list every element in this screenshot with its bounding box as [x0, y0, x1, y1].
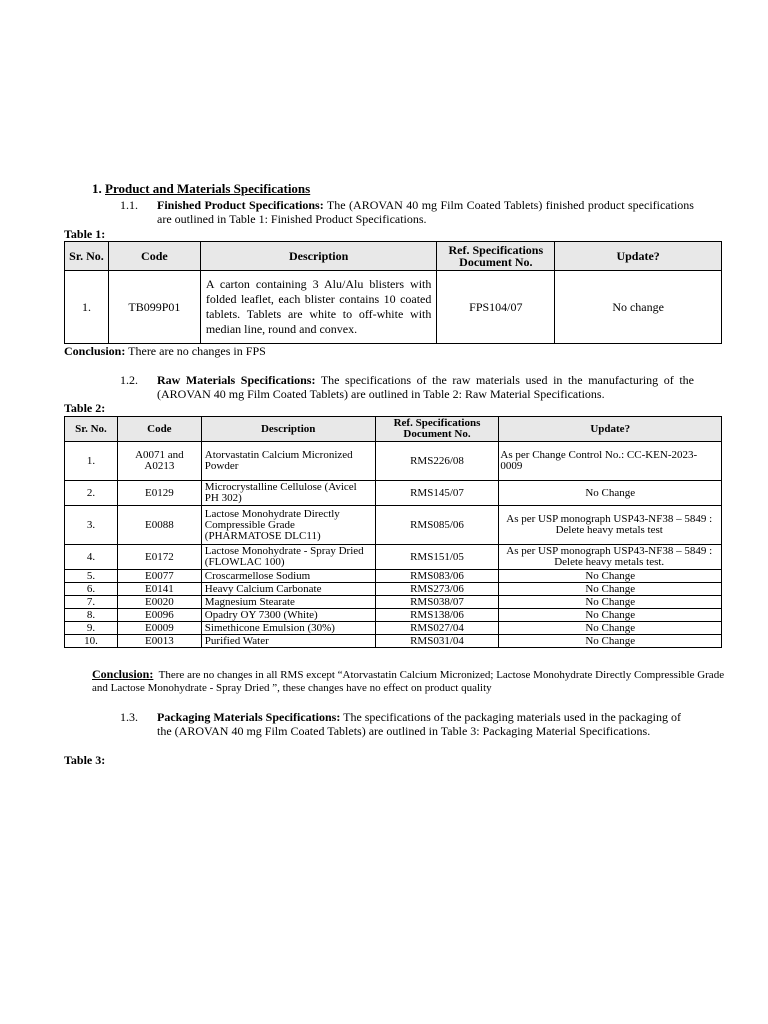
table2-cell-sr: 5. — [65, 570, 118, 583]
table2-cell-update: As per USP monograph USP43-NF38 – 5849 : Delete heavy metals test — [499, 506, 722, 545]
section-title: Product and Materials Specifications — [105, 181, 311, 196]
table1-header-code: Code — [108, 242, 200, 271]
table2-cell-code: E0141 — [117, 583, 201, 596]
table2-cell-description: Simethicone Emulsion (30%) — [201, 622, 375, 635]
table2-cell-ref: RMS226/08 — [375, 442, 499, 481]
raw-materials-table — [64, 416, 722, 648]
table2-cell-ref: RMS145/07 — [375, 481, 499, 506]
subsection-1-1-text: The (AROVAN 40 mg Film Coated Tablets) finished product specifications are outlined in Table 1: Finished Product Specifications. — [157, 198, 694, 226]
table1-cell-code: TB099P01 — [108, 271, 200, 344]
table2-cell-ref: RMS083/06 — [375, 570, 499, 583]
subsection-1-3-paragraph — [157, 710, 694, 738]
table2-cell-code: E0096 — [117, 609, 201, 622]
table2-cell-code: E0077 — [117, 570, 201, 583]
table2-conclusion — [92, 668, 732, 695]
table2-cell-update: As per Change Control No.: CC-KEN-2023-0009 — [499, 442, 722, 481]
finished-product-table — [64, 241, 722, 344]
table2-cell-description: Heavy Calcium Carbonate — [201, 583, 375, 596]
table2-cell-sr: 7. — [65, 596, 118, 609]
table2-cell-ref: RMS273/06 — [375, 583, 499, 596]
subsection-1-1-paragraph — [157, 198, 694, 226]
table1-cell-description: A carton containing 3 Alu/Alu blisters with folded leaflet, each blister contains 10 coated tablets. Tablets are white to off-white with median line, round and convex. — [200, 271, 437, 344]
table2-cell-description: Purified Water — [201, 635, 375, 648]
table2-cell-ref: RMS085/06 — [375, 506, 499, 545]
table-row — [65, 570, 722, 583]
table2-cell-description: Atorvastatin Calcium Micronized Powder — [201, 442, 375, 481]
table1-header-sr: Sr. No. — [65, 242, 109, 271]
table-row — [65, 596, 722, 609]
table-row — [65, 635, 722, 648]
table2-header-code: Code — [117, 417, 201, 442]
table2-cell-sr: 6. — [65, 583, 118, 596]
table1-label: Table 1: — [64, 227, 106, 241]
table2-cell-code: E0088 — [117, 506, 201, 545]
table2-header-sr: Sr. No. — [65, 417, 118, 442]
table2-header-row — [65, 417, 722, 442]
table2-header-ref: Ref. Specifications Document No. — [375, 417, 499, 442]
table2-cell-update: No Change — [499, 622, 722, 635]
section-number: 1. — [92, 181, 102, 196]
table2-cell-code: E0129 — [117, 481, 201, 506]
subsection-1-1-number: 1.1. — [120, 198, 138, 212]
subsection-1-2-label: Raw Materials Specifications: — [157, 373, 316, 387]
table2-cell-update: No Change — [499, 635, 722, 648]
section-heading — [92, 181, 310, 197]
table2-cell-description: Croscarmellose Sodium — [201, 570, 375, 583]
table2-conclusion-label: Conclusion: — [92, 667, 154, 681]
table1-cell-ref: FPS104/07 — [437, 271, 555, 344]
table2-cell-sr: 8. — [65, 609, 118, 622]
table2-cell-update: No Change — [499, 570, 722, 583]
table1-header-description: Description — [200, 242, 437, 271]
subsection-1-2-text: The specifications of the raw materials used in the manufacturing of the (AROVAN 40 mg Film Coated Tablets) are outlined in Table 2: Raw Material Specifications. — [157, 373, 694, 401]
table-row — [65, 583, 722, 596]
table2-cell-sr: 2. — [65, 481, 118, 506]
subsection-1-3-text: The specifications of the packaging materials used in the packaging of the (AROVAN 40 mg Film Coated Tablets) are outlined in Table 3: Packaging Material Specifications. — [157, 710, 681, 738]
table2-cell-code: E0020 — [117, 596, 201, 609]
table1-conclusion-text: There are no changes in FPS — [128, 344, 266, 358]
table2-cell-sr: 9. — [65, 622, 118, 635]
subsection-1-3-number: 1.3. — [120, 710, 138, 724]
table2-cell-code: E0013 — [117, 635, 201, 648]
table2-cell-sr: 4. — [65, 545, 118, 570]
table2-cell-ref: RMS138/06 — [375, 609, 499, 622]
table2-cell-ref: RMS031/04 — [375, 635, 499, 648]
table2-cell-update: No Change — [499, 481, 722, 506]
table2-cell-sr: 1. — [65, 442, 118, 481]
table2-cell-description: Lactose Monohydrate Directly Compressible Grade (PHARMATOSE DLC11) — [201, 506, 375, 545]
table2-cell-sr: 10. — [65, 635, 118, 648]
table2-cell-description: Lactose Monohydrate - Spray Dried (FLOWLAC 100) — [201, 545, 375, 570]
table1-cell-sr: 1. — [65, 271, 109, 344]
table-row — [65, 545, 722, 570]
table2-cell-description: Microcrystalline Cellulose (Avicel PH 302) — [201, 481, 375, 506]
table2-cell-ref: RMS027/04 — [375, 622, 499, 635]
subsection-1-1-label: Finished Product Specifications: — [157, 198, 324, 212]
table2-cell-code: A0071 and A0213 — [117, 442, 201, 481]
table2-cell-description: Magnesium Stearate — [201, 596, 375, 609]
table2-cell-update: No Change — [499, 583, 722, 596]
table2-header-description: Description — [201, 417, 375, 442]
table-row — [65, 271, 722, 344]
table1-conclusion — [64, 344, 266, 359]
subsection-1-3-label: Packaging Materials Specifications: — [157, 710, 341, 724]
table-row — [65, 622, 722, 635]
table2-cell-ref: RMS038/07 — [375, 596, 499, 609]
table2-cell-code: E0172 — [117, 545, 201, 570]
table1-conclusion-label: Conclusion: — [64, 344, 126, 358]
table-row — [65, 481, 722, 506]
table2-conclusion-text: There are no changes in all RMS except “Atorvastatin Calcium Micronized; Lactose Monohydrate Directly Compressible Grade and Lactose Monohydrate - Spray Dried ”, these changes have no effect on product quality — [92, 669, 725, 694]
subsection-1-2-paragraph — [157, 373, 694, 401]
subsection-1-2-number: 1.2. — [120, 373, 138, 387]
table2-header-update: Update? — [499, 417, 722, 442]
table1-header-ref: Ref. Specifications Document No. — [437, 242, 555, 271]
table-row — [65, 506, 722, 545]
table2-cell-update: No Change — [499, 609, 722, 622]
table1-header-row — [65, 242, 722, 271]
table1-header-update: Update? — [555, 242, 722, 271]
table1-cell-update: No change — [555, 271, 722, 344]
table2-label: Table 2: — [64, 401, 106, 415]
table2-cell-code: E0009 — [117, 622, 201, 635]
table2-cell-update: No Change — [499, 596, 722, 609]
table-row — [65, 609, 722, 622]
table2-cell-update: As per USP monograph USP43-NF38 – 5849 : Delete heavy metals test. — [499, 545, 722, 570]
table2-cell-ref: RMS151/05 — [375, 545, 499, 570]
table-row — [65, 442, 722, 481]
table2-cell-description: Opadry OY 7300 (White) — [201, 609, 375, 622]
table3-label: Table 3: — [64, 753, 106, 767]
table2-cell-sr: 3. — [65, 506, 118, 545]
